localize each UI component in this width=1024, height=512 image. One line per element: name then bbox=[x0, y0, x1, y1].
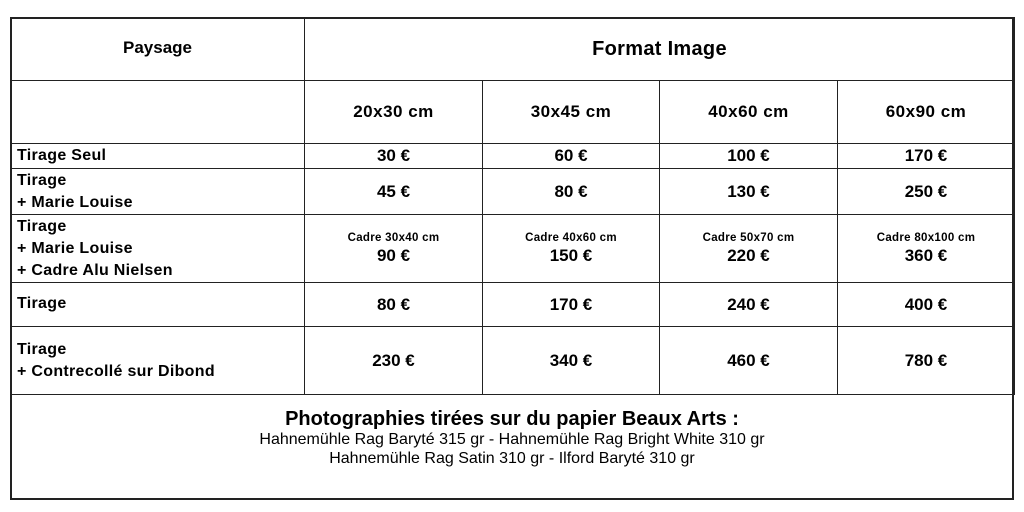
frame-size-note: Cadre 30x40 cm bbox=[347, 231, 440, 244]
row-label-line: + Contrecollé sur Dibond bbox=[17, 362, 215, 380]
size-header: 20x30 cm bbox=[305, 81, 483, 144]
paper-info-line: Hahnemühle Rag Baryté 315 gr - Hahnemühle Rag Bright White 310 gr bbox=[259, 431, 765, 448]
price-cell: 170 € bbox=[838, 144, 1015, 169]
price-cell: 60 € bbox=[483, 144, 660, 169]
frame-size-note: Cadre 50x70 cm bbox=[702, 231, 795, 244]
price-value: 150 € bbox=[549, 245, 593, 265]
price-cell: 30 € bbox=[305, 144, 483, 169]
price-cell: 250 € bbox=[838, 169, 1015, 215]
header-row-1 bbox=[11, 18, 1015, 81]
size-header: 40x60 cm bbox=[660, 81, 838, 144]
price-cell: 80 € bbox=[305, 283, 483, 327]
row-label bbox=[11, 327, 305, 395]
row-label-line: Tirage bbox=[17, 217, 67, 235]
price-cell: 460 € bbox=[660, 327, 838, 395]
frame-size-note: Cadre 40x60 cm bbox=[525, 231, 617, 244]
price-cell: 400 € bbox=[838, 283, 1015, 327]
price-cell: 240 € bbox=[660, 283, 838, 327]
price-cell: 100 € bbox=[660, 144, 838, 169]
price-cell bbox=[305, 215, 483, 283]
price-value: 220 € bbox=[727, 245, 770, 265]
price-value: 90 € bbox=[376, 245, 411, 265]
frame-size-note: Cadre 80x100 cm bbox=[876, 231, 976, 244]
row-label-line: + Marie Louise bbox=[17, 193, 133, 211]
corner-header: Paysage bbox=[11, 18, 305, 81]
price-cell: 780 € bbox=[838, 327, 1015, 395]
row-label bbox=[11, 283, 305, 327]
paper-info-line: Hahnemühle Rag Satin 310 gr - Ilford Baryté 310 gr bbox=[329, 450, 695, 467]
price-value: 360 € bbox=[904, 245, 948, 265]
price-cell: 340 € bbox=[483, 327, 660, 395]
row-label bbox=[11, 169, 305, 215]
format-title: Format Image bbox=[305, 18, 1015, 81]
price-cell bbox=[483, 215, 660, 283]
paper-info-title: Photographies tirées sur du papier Beaux Arts : bbox=[285, 408, 739, 430]
price-cell bbox=[660, 215, 838, 283]
table-row bbox=[11, 144, 1015, 169]
price-cell: 230 € bbox=[305, 327, 483, 395]
size-header: 60x90 cm bbox=[838, 81, 1015, 144]
table-row bbox=[11, 327, 1015, 395]
price-cell: 80 € bbox=[483, 169, 660, 215]
row-label-line: Tirage bbox=[17, 171, 67, 189]
price-cell: 130 € bbox=[660, 169, 838, 215]
row-label-line: Tirage Seul bbox=[17, 147, 107, 164]
table-row bbox=[11, 215, 1015, 283]
size-header: 30x45 cm bbox=[483, 81, 660, 144]
table-row bbox=[11, 283, 1015, 327]
price-cell bbox=[838, 215, 1015, 283]
price-cell: 45 € bbox=[305, 169, 483, 215]
empty-header-cell bbox=[11, 81, 305, 144]
price-cell: 170 € bbox=[483, 283, 660, 327]
row-label-line: + Cadre Alu Nielsen bbox=[17, 261, 173, 279]
paper-info bbox=[12, 394, 1012, 498]
price-table bbox=[10, 17, 1015, 395]
row-label-line: Tirage bbox=[17, 340, 67, 358]
row-label bbox=[11, 215, 305, 283]
table-row bbox=[11, 169, 1015, 215]
row-label-line: Tirage bbox=[17, 295, 67, 312]
row-label bbox=[11, 144, 305, 169]
row-label-line: + Marie Louise bbox=[17, 239, 133, 257]
header-row-sizes bbox=[11, 81, 1015, 144]
